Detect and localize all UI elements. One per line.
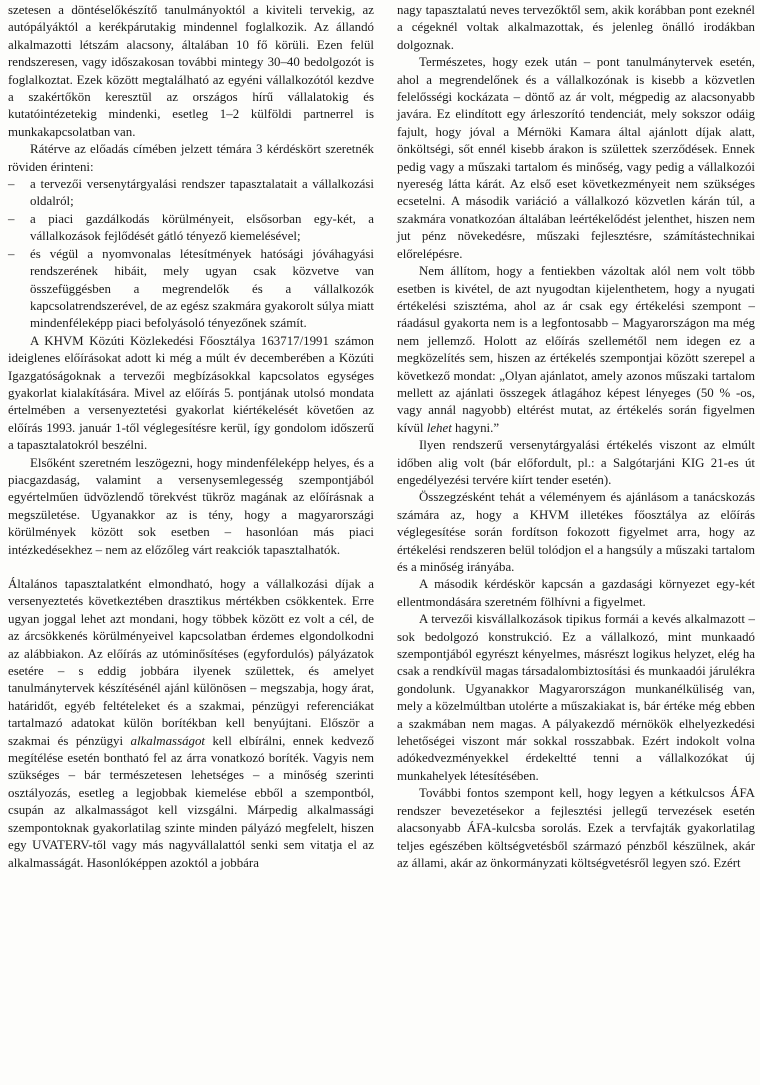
left-column: [8, 2, 374, 872]
text-run: hagyni.”: [455, 420, 500, 435]
paragraph-continuation: szetesen a döntéselőkészítő tanulmányoktól a kiviteli tervekig, az autópályáktól a kerékpárutakig mindennel foglalkozik. Az állandó alkalmazotti létszám alacsony, általában 10 fő körüli. Ezen felül rendszeresen, vagy időszakosan további mintegy 30–40 bedolgozót is foglalkoztat. Ezek között megtalálható az egyéni vállalkozótól kezdve a szakértőkön keresztül az országos hírű vállalatokig és kutatóintézetekig mindenki, esetleg 1–2 külföldi partnerrel is munkakapcsolatban van.: [8, 3, 374, 139]
paragraph-summary: Összegzésként tehát a véleményem és ajánlásom a tanácskozás számára az, hogy a KHVM illetékes főosztálya az előírás véglegesítése során fordítson fokozott figyelmet arra, hogy az értékelési rendszeren belül tolódjon el a hangsúly a műszaki tartalom és a minőség irányába.: [397, 490, 755, 574]
paragraph-khvm: A KHVM Közúti Közlekedési Főosztálya 163717/1991 számon ideiglenes előírásokat adott ki még a múlt év decemberében a Közúti Igazgatóságoknak a tervezői megbízásokkal kapcsolatos egységes gyakorlat kialakítására. Mivel az előírás 5. pontjának utolsó mondata értelmében a versenyeztetési gyakorlat kiértékelését követően az előírás 1993. január 1-től véglegesítésre kerül, így gondolom időszerű a tapasztalatokról beszélni.: [8, 333, 374, 453]
paragraph-western-system: [397, 263, 755, 437]
topics-list: [8, 176, 374, 333]
paragraph-vat: További fontos szempont kell, hogy legyen a kétkulcsos ÁFA rendszer bevezetésekor a fejlesztési jellegű tervezések esetén alacsonyabb ÁFA-kulcsba sorolás. Ezek a tervfajták gyakorlatilag teljes egészében költségvetésből származó pénzből készülnek, akár az állami, akár az önkormányzati költségvetésről legyen szó. Ezért: [397, 786, 755, 870]
paragraph-experience: [8, 576, 374, 872]
italic-text: alkalmasságot: [130, 733, 206, 748]
list-item: – és végül a nyomvonalas létesítmények hatósági jóváhagyási rendszerének hibáit, mely ugyan csak közvetve van összefüggésben a megrendelők és a vállalkozók kapcsolatrendszerével, de az egész szakmára gyakorolt súlya miatt mindenféleképp piaci befolyásoló tényezőnek számít.: [8, 246, 374, 333]
paragraph-tender-example: Ilyen rendszerű versenytárgyalási értékelés viszont az elmúlt időben alig volt (bár előfordult, pl.: a Salgótarjáni KIG 21-es út engedélyezési tervére kiírt tender esetén).: [397, 438, 755, 487]
italic-text: lehet: [426, 420, 452, 435]
paragraph-second-topic: A második kérdéskör kapcsán a gazdasági környezet egy-két ellentmondására szeretném fölhívni a figyelmet.: [397, 577, 755, 609]
text-run: Nem állítom, hogy a fentiekben vázoltak alól nem volt több esetben is kivétel, de azt nyugodtan kijelenthetem, hogy a nyugati értékelési szisztéma, ahol az ár csak egy értékelési szempont – ráadásul gyakorta nem is a legfontosabb – Magyarországon ma még nem jellemző. Holott az előírás szellemétől nem idegen ez a megközelítés sem, hiszen az értékelés szempontjai között szerepel a következő mondat: „Olyan ajánlatot, amely azonos műszaki tartalom mellett az ajánlati összegek átlagához képest lényeges (50 % -os, vagy annál nagyobb) eltérést mutat, az értékelés során figyelmen kívül: [397, 264, 755, 435]
paragraph-small-enterprises: A tervezői kisvállalkozások tipikus formái a kevés alkalmazott – sok bedolgozó konstrukció. Ez a vállalkozó, mint munkaadó szempontjából egyrészt kényelmes, másrészt logikus helyzet, elég ha csak a rendkívül magas társadalombiztosítási és munkaadói járulékra gondolunk. Ugyanakkor Magyarországon munkanélküliség van, mely a közelmúltban utolérte a műszakiakat is, bár értéke még ebben a szakmában nem magas. A pályakezdő mérnökök elhelyezkedési lehetőségei viszont már sokkal rosszabbak. Ezért indokolt volna adókedvezményekkel érdekeltté tenni a vállalkozókat új munkahelyek létesítésében.: [397, 612, 755, 783]
paragraph-price-tendency: Természetes, hogy ezek után – pont tanulmánytervek esetén, ahol a megrendelőnek és a vállalkozónak is kisebb a közvetlen felelősségi kockázata – döntő az ár volt, mégpedig az alacsonyabb javára. Ez elindított egy árleszorító tendenciát, mely sokszor odáig fajult, hogy jóval a Mérnöki Kamara által ajánlott díjak alatt, önköltségi, sőt ennél kisebb árakon is születtek szerződések. Ennek pedig vagy a műszaki tartalom és minőség, vagy pedig a vállalkozói nyereség látta kárát. Az első eset következményeit nem szükséges ecsetelni. A második variáció a vállalkozó közvetlen kárán túl, a szakmára vonatkozóan általában leértékelődést jelenthet, hiszen nem jut pénz növekedésre, műszaki fejlesztésre, számítástechnikai előrelépésre.: [397, 55, 755, 261]
text-run: Általános tapasztalatként elmondható, hogy a vállalkozási díjak a versenyeztetés következtében drasztikus mértékben csökkentek. Erre ugyan joggal lehet azt mondani, hogy többek között ez volt a cél, de az árcsökkenés körülményeivel kapcsolatban érdemes elgondolkodni az alábbiakon. Az előírás az utóminősítéses (egyfordulós) pályázatok esetére – s eddig jobbára ilyenek születtek, és amelyet tanulmánytervek készítésénél ajánl különösen – megszabja, hogy árat, határidőt, egyéb feltételeket és a szakmai, pénzügyi referenciákat tartalmazó adatokat külön borítékban kell benyújtani. Először a szakmai és pénzügyi: [8, 577, 374, 748]
paragraph-first-point: Elsőként szeretném leszögezni, hogy mindenféleképp helyes, és a piacgazdaság, valamint a versenysemlegesség szempontjából egyértelműen üdvözlendő törekvést tükröz magának az előírásnak a megszületése. Ugyanakkor az is tény, hogy a magyarországi körülmények között sok esetben – hasonlóan más piaci intézkedésekhez – nem az előzőleg várt reakciók tapasztalhatók.: [8, 455, 374, 557]
list-item: – a piaci gazdálkodás körülményeit, elsősorban egy-két, a vállalkozások fejlődését gátló tényező kiemelésével;: [8, 211, 374, 246]
paragraph-topics-intro: Rátérve az előadás címében jelzett témára 3 kérdéskört szeretnék röviden érinteni:: [8, 142, 374, 174]
right-column: [397, 2, 755, 872]
paragraph-continuation: nagy tapasztalatú neves tervezőktől sem, akik korábban pont ezeknél a cégeknél voltak alkalmazottak, és jelenleg önálló irodákban dolgoznak.: [397, 3, 755, 52]
text-run: kell elbírálni, ennek kedvező megítélése esetén bontható fel az árra vonatkozó boríték. Vagyis nem szükséges – bár természetesen lehetséges – a minőség szerinti osztályozás, esetleg a legjobbak kiemelése ebből a szempontból, csupán az alkalmasságot kell vizsgálni. Márpedig alkalmassági szempontoknak gyakorlatilag szinte minden pályázó megfelelt, hiszen egy UVATERV-től vagy más nagyvállalattól senki sem vitatja el az alkalmasságát. Hasonlóképpen azoktól a jobbára: [8, 733, 374, 870]
list-item: – a tervezői versenytárgyalási rendszer tapasztalatait a vállalkozási oldalról;: [8, 176, 374, 211]
